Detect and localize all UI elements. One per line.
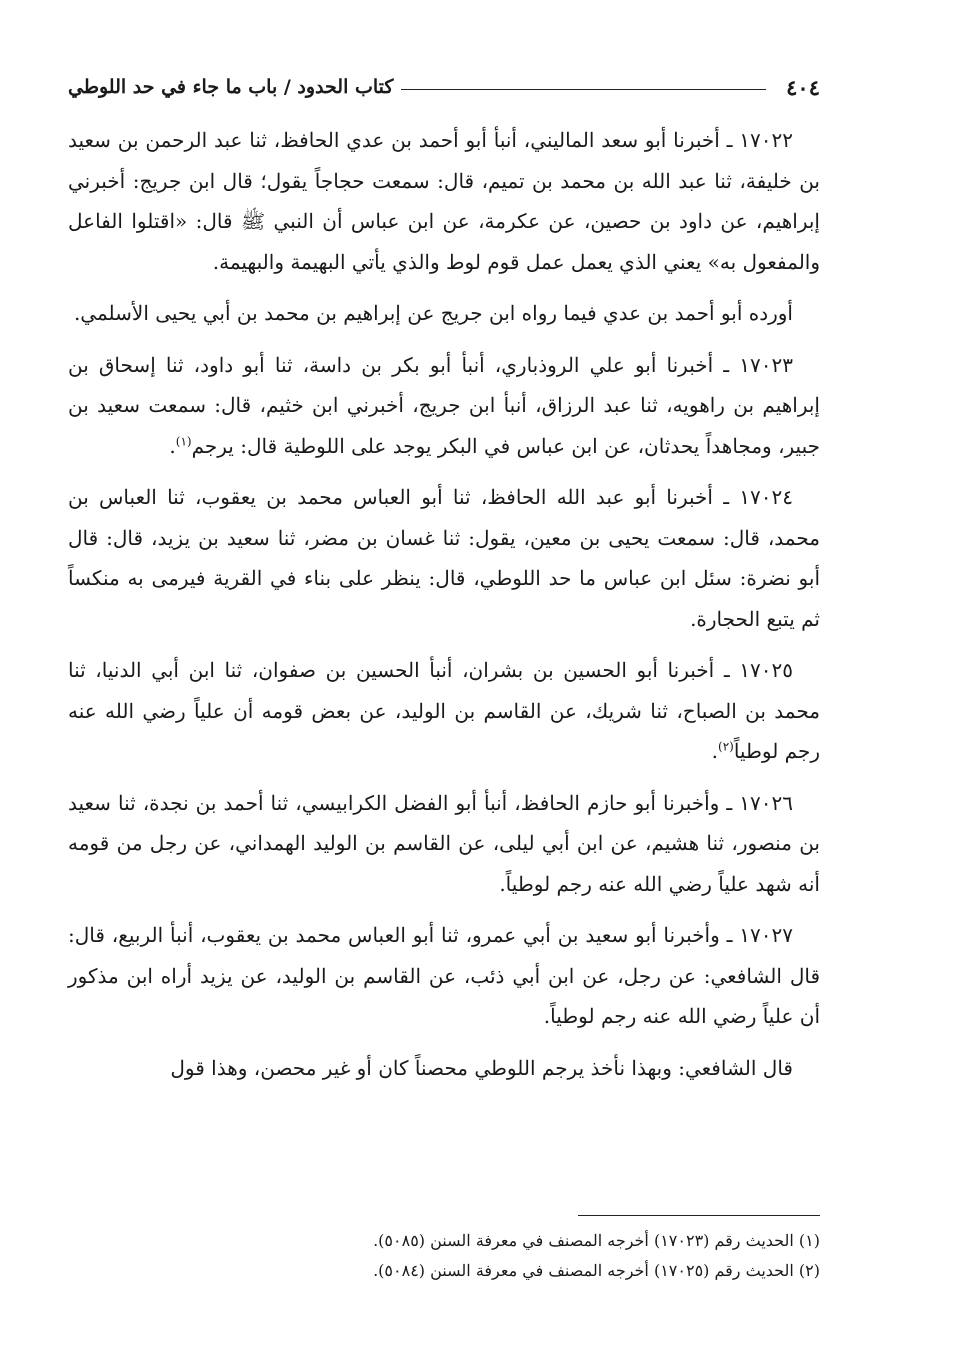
hadith-17024 xyxy=(68,477,820,639)
hadith-17022 xyxy=(68,120,820,282)
paragraph-end: . xyxy=(169,433,176,458)
footnote-1: (١) الحديث رقم (١٧٠٢٣) أخرجه المصنف في معرفة السنن (٥٠٨٥). xyxy=(373,1231,820,1250)
paragraph-end: . xyxy=(711,739,718,763)
paragraph-text: أورده أبو أحمد بن عدي فيما رواه ابن جريج عن إبراهيم بن محمد بن أبي يحيى الأسلمي. xyxy=(73,301,793,325)
paragraph-text: ١٧٠٢٢ ـ أخبرنا أبو سعد الماليني، أنبأ أبو أحمد بن عدي الحافظ، ثنا عبد الرحمن بن سعيد بن خليفة، ثنا عبد الله بن محمد بن تميم، قال: سمعت حجاجاً يقول؛ قال ابن جريج: أخبرني إبراهيم، عن داود بن حصين، عن عكرمة، عن ابن عباس أن النبي ﷺ قال: «اقتلوا الفاعل والمفعول به» يعني الذي يعمل عمل قوم لوط والذي يأتي البهيمة والبهيمة. xyxy=(68,128,820,274)
footnote-separator xyxy=(578,1215,820,1216)
paragraph-text: ١٧٠٢٧ ـ وأخبرنا أبو سعيد بن أبي عمرو، ثنا أبو العباس محمد بن يعقوب، أنبأ الربيع، قال: قال الشافعي: عن رجل، عن ابن أبي ذئب، عن القاسم بن الوليد، عن يزيد أراه ابن مذكور أن علياً رضي الله عنه رجم لوطياً. xyxy=(68,923,820,1028)
footnote-marker-2[interactable]: (٢) xyxy=(718,739,734,754)
commentary-ibn-adi xyxy=(68,293,820,334)
paragraph-text: ١٧٠٢٣ ـ أخبرنا أبو علي الروذباري، أنبأ أبو بكر بن داسة، ثنا أبو داود، ثنا إسحاق بن إبراهيم بن راهويه، ثنا عبد الرزاق، أنبأ ابن جريج، أخبرني ابن خثيم، قال: سمعت سعيد بن جبير، ومجاهداً يحدثان، عن ابن عباس في البكر يوجد على اللوطية قال: يرجم xyxy=(68,352,820,458)
book-page xyxy=(68,70,820,1099)
page-number: ٤٠٤ xyxy=(786,74,820,100)
header-rule xyxy=(401,89,766,90)
hadith-17026 xyxy=(68,783,820,905)
main-text xyxy=(68,120,820,1088)
paragraph-text: ١٧٠٢٦ ـ وأخبرنا أبو حازم الحافظ، أنبأ أبو الفضل الكرابيسي، ثنا أحمد بن نجدة، ثنا سعيد بن منصور، ثنا هشيم، عن ابن أبي ليلى، عن القاسم بن الوليد الهمداني، عن رجل من قومه أنه شهد علياً رضي الله عنه رجم لوطياً. xyxy=(68,790,820,896)
hadith-17025 xyxy=(68,650,820,772)
footnote-2: (٢) الحديث رقم (١٧٠٢٥) أخرجه المصنف في معرفة السنن (٥٠٨٤). xyxy=(373,1261,820,1280)
chapter-title: كتاب الحدود / باب ما جاء في حد اللوطي xyxy=(68,76,394,98)
paragraph-text: ١٧٠٢٤ ـ أخبرنا أبو عبد الله الحافظ، ثنا أبو العباس محمد بن يعقوب، ثنا العباس بن محمد، قال: سمعت يحيى بن معين، يقول: ثنا غسان بن مضر، ثنا سعيد بن يزيد، قال: قال أبو نضرة: سئل ابن عباس ما حد اللوطي، قال: ينظر على بناء في القرية فيرمى به منكساً ثم يتبع الحجارة. xyxy=(68,485,820,631)
hadith-17023 xyxy=(68,345,820,467)
hadith-17027 xyxy=(68,915,820,1037)
paragraph-text: قال الشافعي: وبهذا نأخذ يرجم اللوطي محصناً كان أو غير محصن، وهذا قول xyxy=(170,1055,793,1080)
paragraph-text: ١٧٠٢٥ ـ أخبرنا أبو الحسين بن بشران، أنبأ الحسين بن صفوان، ثنا ابن أبي الدنيا، ثنا محمد بن الصباح، ثنا شريك، عن القاسم بن الوليد، عن بعض قومه أن علياً رضي الله عنه رجم لوطياً xyxy=(68,658,820,763)
footnotes xyxy=(68,1226,820,1286)
running-header xyxy=(68,70,820,104)
footnote-marker-1[interactable]: (١) xyxy=(175,433,192,448)
shafii-opinion xyxy=(68,1048,820,1089)
